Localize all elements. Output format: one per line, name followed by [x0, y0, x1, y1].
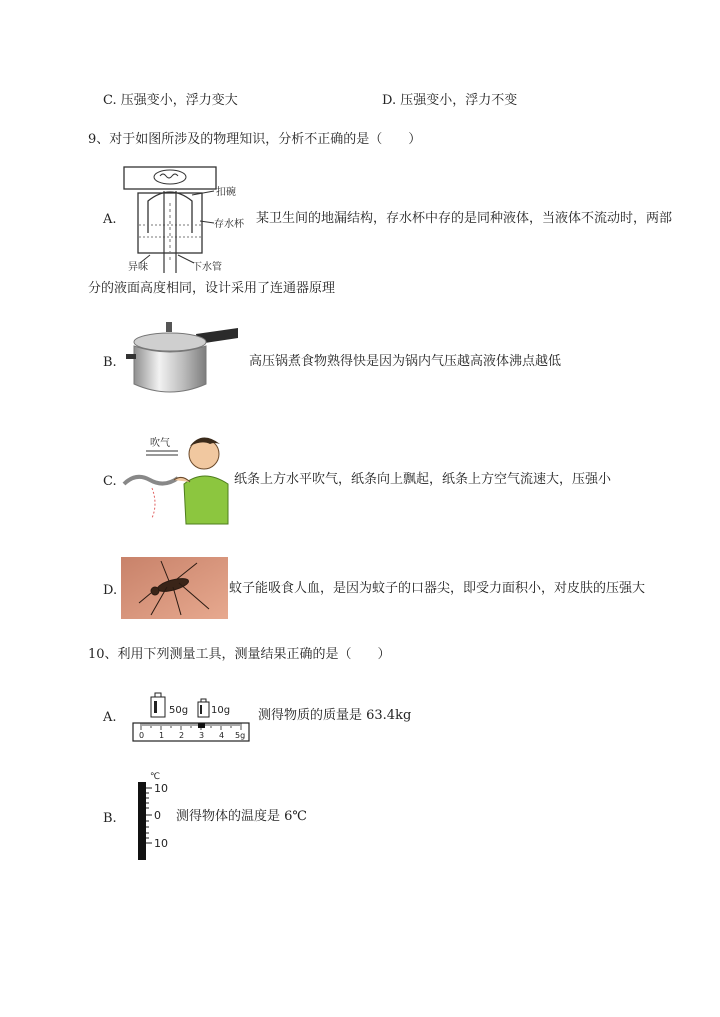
- floor-drain-figure: [120, 163, 260, 275]
- tick-2: 2: [179, 731, 185, 740]
- q9-stem: 9、对于如图所涉及的物理知识，分析不正确的是（ ）: [88, 132, 422, 147]
- q10-a-text: 测得物质的质量是 63.4kg: [258, 708, 412, 723]
- weight-50g-icon: [151, 693, 165, 717]
- label-blow: 吹气: [150, 438, 170, 449]
- tick-3: 3: [199, 731, 205, 740]
- thermo-unit: ℃: [150, 772, 161, 782]
- scale-bottom: 10: [154, 837, 168, 850]
- q10-a-label: A.: [103, 710, 117, 725]
- paper-strip: [124, 477, 178, 484]
- balance-figure: [131, 691, 251, 745]
- tick-1: 1: [159, 731, 165, 740]
- cap-bowl: [148, 192, 192, 233]
- label-pipe: 下水管: [192, 262, 222, 273]
- q9-b-label: B.: [103, 355, 117, 370]
- q10-b-label: B.: [103, 811, 117, 826]
- q8-option-d: D. 压强变小，浮力不变: [382, 93, 518, 108]
- label-smell: 异味: [128, 262, 148, 273]
- q10-b-text: 测得物体的温度是 6℃: [176, 809, 307, 824]
- q9-c-text: 纸条上方水平吹气，纸条向上飘起，纸条上方空气流速大，压强小: [234, 472, 612, 487]
- tick-5: 5g: [235, 731, 246, 740]
- weight-10g-label: 10g: [211, 705, 231, 716]
- q9-a-text-line2: 分的液面高度相同，设计采用了连通器原理: [88, 281, 336, 296]
- q9-d-label: D.: [103, 583, 118, 598]
- label-cup: 存水杯: [214, 219, 244, 230]
- label-bowl: 扣碗: [216, 187, 236, 198]
- tick-4: 4: [219, 731, 225, 740]
- thermometer-figure: [134, 770, 182, 862]
- rider-marker: [198, 723, 205, 728]
- weight-50g-label: 50g: [169, 705, 189, 716]
- tick-0: 0: [139, 731, 145, 740]
- pressure-cooker-image: [126, 320, 242, 398]
- thermometer-column: [138, 782, 146, 860]
- q9-a-label: A.: [103, 212, 117, 227]
- q9-d-text: 蚊子能吸食人血，是因为蚊子的口器尖，即受力面积小，对皮肤的压强大: [229, 581, 646, 596]
- scale-mid: 0: [154, 809, 161, 822]
- q9-a-text-line1: 某卫生间的地漏结构，存水杯中存的是同种液体，当液体不流动时，两部: [256, 211, 673, 226]
- q10-stem: 10、利用下列测量工具，测量结果正确的是（ ）: [88, 647, 391, 662]
- q9-b-text: 高压锅煮食物熟得快是因为锅内气压越高液体沸点越低: [249, 354, 562, 369]
- weight-10g-icon: [198, 699, 209, 717]
- q8-option-c: C. 压强变小，浮力变大: [103, 93, 238, 108]
- boy-body: [184, 476, 228, 524]
- q9-c-label: C.: [103, 474, 117, 489]
- mosquito-photo: [121, 557, 228, 619]
- blowing-boy-figure: [122, 432, 234, 526]
- scale-top: 10: [154, 782, 168, 795]
